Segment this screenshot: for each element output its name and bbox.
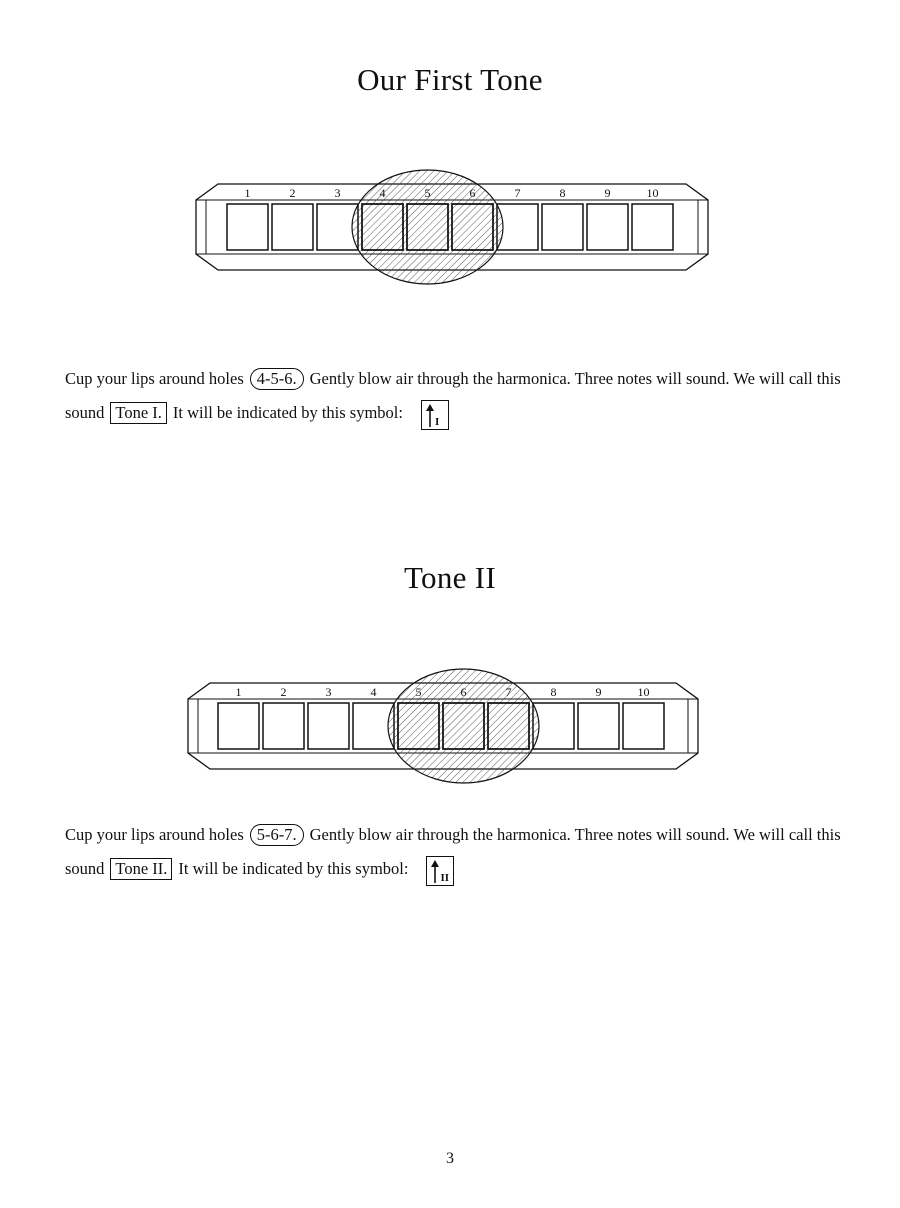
harmonica-diagram-tone-2: [0, 665, 900, 795]
hole-number: 10: [646, 186, 659, 200]
harmonica-hole: [542, 204, 583, 250]
holes-oval-label: 5-6-7.: [250, 824, 304, 846]
hole-number: 8: [550, 685, 557, 699]
harmonica-hole: [587, 204, 628, 250]
lips-coverage-circle: [352, 170, 503, 284]
harmonica-diagram-tone-1: [0, 166, 900, 296]
hole-number: 9: [595, 685, 602, 699]
tone-symbol-icon: [426, 856, 454, 886]
hole-number: 2: [280, 685, 287, 699]
text-after-holes: Gently blow air through the harmonica. Three notes will sound. We will call this sound: [65, 369, 841, 422]
hole-number: 4: [370, 685, 377, 699]
tone-symbol-numeral: II: [440, 872, 450, 884]
text-after-tone: It will be indicated by this symbol:: [178, 859, 409, 878]
hole-number: 1: [244, 186, 251, 200]
section-title-tone-ii: Tone II: [403, 560, 497, 595]
harmonica-hole: [272, 204, 313, 250]
lips-coverage-circle: [388, 669, 539, 783]
hole-number: 1: [235, 685, 242, 699]
harmonica-hole: [578, 703, 619, 749]
text-before-holes: Cup your lips around holes: [65, 369, 244, 388]
section-title-our-first-tone: Our First Tone: [357, 62, 543, 97]
up-arrow-icon: [430, 859, 440, 883]
hole-number: 8: [559, 186, 566, 200]
text-before-holes: Cup your lips around holes: [65, 825, 244, 844]
hole-number: 2: [289, 186, 296, 200]
harmonica-hole: [308, 703, 349, 749]
harmonica-hole: [263, 703, 304, 749]
page-number: 3: [446, 1150, 454, 1167]
hole-number: 10: [637, 685, 650, 699]
hole-number: 9: [604, 186, 611, 200]
hole-number: 3: [334, 186, 341, 200]
harmonica-hole: [632, 204, 673, 250]
tone-symbol-numeral: I: [434, 416, 440, 428]
tone-boxed-label: Tone I.: [110, 402, 167, 424]
instruction-paragraph-tone-1: [65, 362, 855, 430]
harmonica-hole: [218, 703, 259, 749]
up-arrow-icon: [425, 403, 435, 427]
hole-number: 7: [514, 186, 521, 200]
tone-symbol-icon: [421, 400, 449, 430]
hole-number: 3: [325, 685, 332, 699]
tone-boxed-label: Tone II.: [110, 858, 172, 880]
harmonica-hole: [227, 204, 268, 250]
harmonica-hole: [623, 703, 664, 749]
text-after-holes: Gently blow air through the harmonica. Three notes will sound. We will call this sound: [65, 825, 841, 878]
holes-oval-label: 4-5-6.: [250, 368, 304, 390]
instruction-paragraph-tone-2: [65, 818, 855, 886]
text-after-tone: It will be indicated by this symbol:: [172, 403, 403, 422]
